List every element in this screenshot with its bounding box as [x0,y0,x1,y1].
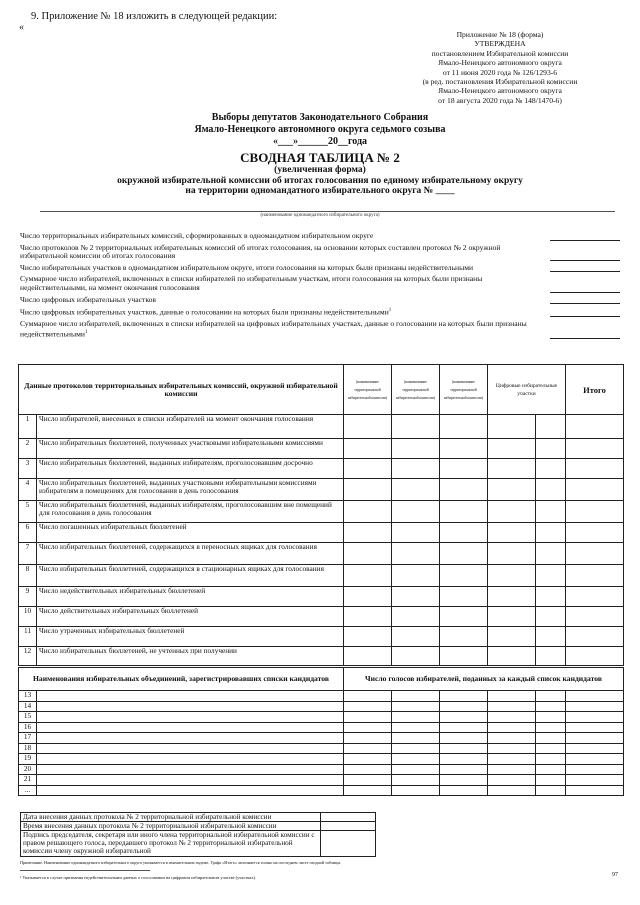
vote-cell[interactable] [488,691,536,702]
row-label: Число недействительных избирательных бюллетеней [37,587,344,607]
row-cell[interactable] [536,523,566,543]
party-row [19,785,624,796]
row-label: Число избирателей, внесенных в списки избирателей на момент окончания голосования [37,415,344,439]
transfer-row [21,831,376,857]
appendix-line: Ямало-Ненецкого автономного округа [438,86,562,96]
table-row [19,523,624,543]
vote-cell[interactable] [392,775,440,786]
row-number: 13 [19,691,37,702]
party-row [19,722,624,733]
stat-label: Число цифровых избирательных участков, данные о голосовании на которых были признаны недействительными [20,307,389,317]
appendix-line: УТВЕРЖДЕНА [474,39,526,49]
row-number: 19 [19,754,37,765]
vote-cell[interactable] [392,701,440,712]
vote-cell[interactable] [392,733,440,744]
party-name-cell[interactable] [37,754,344,765]
vote-total-cell[interactable] [566,764,624,775]
party-row [19,764,624,775]
vote-cell[interactable] [440,743,488,754]
election-title-line2: Ямало-Ненецкого автономного округа седьмого созыва [194,123,446,135]
row-label: Число утраченных избирательных бюллетеней [37,627,344,647]
row-cell[interactable] [344,415,392,439]
row-cell[interactable] [488,627,536,647]
stat-item [20,232,620,241]
row-cell[interactable] [440,459,488,479]
row-number: 11 [19,627,37,647]
subtitle: (увеличенная форма) [274,165,366,175]
row-total-cell[interactable] [566,415,624,439]
vote-cell[interactable] [536,691,566,702]
intro-line: 9. Приложение № 18 изложить в следующей редакции: [31,11,278,22]
row-cell[interactable] [392,565,440,587]
table-row [19,501,624,523]
row-cell[interactable] [440,501,488,523]
votes-header: Число голосов избирателей, поданных за каждый список кандидатов [344,667,624,691]
vote-cell[interactable] [536,764,566,775]
party-name-cell[interactable] [37,785,344,796]
row-cell[interactable] [536,415,566,439]
table-row [19,479,624,501]
stats-list [20,232,620,342]
party-name-cell[interactable] [37,712,344,723]
row-cell[interactable] [344,565,392,587]
vote-total-cell[interactable] [566,785,624,796]
transfer-value [321,822,376,831]
row-total-cell[interactable] [566,627,624,647]
party-name-cell[interactable] [37,733,344,744]
subtitle-commission: окружной избирательной комиссии об итогах голосования по единому избирательному округу [117,175,523,186]
party-name-cell[interactable] [37,701,344,712]
row-cell[interactable] [440,479,488,501]
table-row [19,459,624,479]
row-number: 12 [19,647,37,667]
stat-label: Суммарное число избирателей, включенных в списки избирателей на цифровых избирательных участках, данные о голосовании на которых были признаны недействительными [20,319,527,339]
row-cell[interactable] [392,587,440,607]
stat-blank [550,303,620,304]
vote-cell[interactable] [536,775,566,786]
vote-cell[interactable] [344,701,392,712]
election-title [0,112,640,135]
row-cell[interactable] [536,543,566,565]
vote-cell[interactable] [440,785,488,796]
row-number: 4 [19,479,37,501]
page-number: 97 [612,872,618,878]
row-total-cell[interactable] [566,501,624,523]
stat-item [20,244,620,261]
stat-item [20,307,620,317]
stat-blank [550,260,620,261]
row-number: 3 [19,459,37,479]
vote-cell[interactable] [344,733,392,744]
row-number: ... [19,785,37,796]
row-total-cell[interactable] [566,439,624,459]
stat-label: Суммарное число избирателей, включенных в списки избирателей по избирательным участкам, итоги голосования на которых были признаны недействительными, на момент окончания голосования [20,274,483,292]
transfer-table [20,812,376,857]
appendix-line: Приложение № 18 (форма) [456,30,544,39]
row-cell[interactable] [392,523,440,543]
table-row [19,565,624,587]
vote-cell[interactable] [344,775,392,786]
vote-cell[interactable] [536,743,566,754]
party-name-cell[interactable] [37,743,344,754]
stat-item [20,296,620,305]
stat-label: Число протоколов № 2 территориальных избирательных комиссий об итогах голосования, на основании которых составлен протокол № 2 окружной избирательной комиссии об итогах голосования [20,242,501,261]
vote-cell[interactable] [488,701,536,712]
transfer-label: Подпись председателя, секретаря или иного члена территориальной избирательной комиссии с правом решающего голоса, передавшего протокол № 2 территориальной избирательной комиссии члену окружной избирательной [21,831,321,857]
vote-total-cell[interactable] [566,733,624,744]
vote-cell[interactable] [392,764,440,775]
row-number: 20 [19,764,37,775]
party-row [19,733,624,744]
party-row [19,754,624,765]
transfer-label: Время внесения данных протокола № 2 территориальной избирательной комиссии [21,822,321,831]
vote-total-cell[interactable] [566,754,624,765]
vote-cell[interactable] [344,712,392,723]
row-cell[interactable] [488,523,536,543]
vote-cell[interactable] [440,691,488,702]
row-cell[interactable] [440,415,488,439]
vote-cell[interactable] [392,691,440,702]
row-cell[interactable] [344,587,392,607]
row-cell[interactable] [536,459,566,479]
stat-label: Число территориальных избирательных комиссий, сформированных в одномандатном избирательном округе [20,231,374,240]
district-name-line [40,211,615,212]
vote-cell[interactable] [488,712,536,723]
row-label: Число погашенных избирательных бюллетеней [37,523,344,543]
row-number: 7 [19,543,37,565]
vote-cell[interactable] [344,722,392,733]
table-row [19,627,624,647]
row-cell[interactable] [440,647,488,667]
row-label: Число избирательных бюллетеней, полученных участковыми избирательными комиссиями [37,439,344,459]
stat-blank [550,240,620,241]
row-cell[interactable] [488,565,536,587]
row-cell[interactable] [344,543,392,565]
vote-cell[interactable] [344,785,392,796]
appendix-line: Ямало-Ненецкого автономного округа [438,58,562,68]
row-cell[interactable] [344,459,392,479]
party-row [19,712,624,723]
vote-cell[interactable] [536,701,566,712]
row-cell[interactable] [344,439,392,459]
footnote-divider [20,870,150,871]
vote-cell[interactable] [488,785,536,796]
stat-item [20,275,620,292]
vote-cell[interactable] [392,754,440,765]
vote-cell[interactable] [440,712,488,723]
footnote: ¹ Указывается в случае признания недействительными данных о голосовании на цифровом избирательном участке (участках). [20,875,257,880]
tec-column-header: (наименование территориальной избирательной комиссии) [440,365,488,415]
vote-cell[interactable] [488,722,536,733]
vote-cell[interactable] [440,733,488,744]
parties-header-row [19,667,624,691]
row-cell[interactable] [488,439,536,459]
row-cell[interactable] [488,647,536,667]
row-cell[interactable] [392,627,440,647]
party-name-cell[interactable] [37,764,344,775]
row-total-cell[interactable] [566,523,624,543]
row-cell[interactable] [344,501,392,523]
row-cell[interactable] [488,543,536,565]
table-header-main: Данные протоколов территориальных избирательных комиссий, окружной избирательной комиссии [19,365,344,415]
row-cell[interactable] [392,543,440,565]
row-number: 15 [19,712,37,723]
row-number: 18 [19,743,37,754]
row-number: 10 [19,607,37,627]
vote-cell[interactable] [392,722,440,733]
row-cell[interactable] [392,459,440,479]
row-number: 9 [19,587,37,607]
transfer-value [321,813,376,822]
row-total-cell[interactable] [566,459,624,479]
party-row [19,701,624,712]
vote-cell[interactable] [344,754,392,765]
transfer-row [21,813,376,822]
row-cell[interactable] [392,607,440,627]
row-number: 2 [19,439,37,459]
parties-header: Наименования избирательных объединений, зарегистрировавших списки кандидатов [19,667,344,691]
stat-item [20,320,620,339]
row-total-cell[interactable] [566,543,624,565]
table-row [19,647,624,667]
table-row [19,439,624,459]
table-header-row [19,365,624,415]
footnote-ref: 1 [84,329,88,335]
digital-column-header: Цифровые избирательные участки [488,365,566,415]
row-cell[interactable] [488,587,536,607]
stat-blank [550,316,620,317]
subtitle-block [0,165,640,197]
row-cell[interactable] [536,479,566,501]
stat-blank [550,271,620,272]
footnote-ref: 1 [388,308,392,314]
row-cell[interactable] [440,439,488,459]
summary-table [18,364,624,796]
row-number: 17 [19,733,37,744]
party-row [19,775,624,786]
vote-total-cell[interactable] [566,775,624,786]
table-row [19,543,624,565]
vote-cell[interactable] [440,701,488,712]
vote-cell[interactable] [440,775,488,786]
date-line: «___»______20__года [272,136,368,147]
row-number: 14 [19,701,37,712]
table-row [19,587,624,607]
stat-label: Число цифровых избирательных участков [20,294,157,304]
vote-cell[interactable] [440,764,488,775]
row-cell[interactable] [344,523,392,543]
row-cell[interactable] [440,543,488,565]
row-cell[interactable] [344,627,392,647]
row-total-cell[interactable] [566,479,624,501]
row-cell[interactable] [392,439,440,459]
transfer-label: Дата внесения данных протокола № 2 территориальной избирательной комиссии [21,813,321,822]
row-cell[interactable] [344,647,392,667]
party-name-cell[interactable] [37,775,344,786]
vote-cell[interactable] [488,754,536,765]
tec-column-header: (наименование территориальной избирательной комиссии) [344,365,392,415]
vote-cell[interactable] [536,785,566,796]
transfer-row [21,822,376,831]
appendix-stamp [380,30,620,105]
row-number: 1 [19,415,37,439]
row-cell[interactable] [392,479,440,501]
stat-blank [550,292,620,293]
row-cell[interactable] [440,565,488,587]
vote-cell[interactable] [440,722,488,733]
vote-cell[interactable] [488,743,536,754]
vote-cell[interactable] [536,722,566,733]
district-caption: (наименование одномандатного избирательного округа) [260,213,380,218]
row-cell[interactable] [440,523,488,543]
row-cell[interactable] [536,439,566,459]
vote-cell[interactable] [392,712,440,723]
row-label: Число избирательных бюллетеней, содержащихся в стационарных ящиках для голосования [37,565,344,587]
row-number: 16 [19,722,37,733]
row-label: Число избирательных бюллетеней, выданных участковыми избирательными комиссиями избирателям в помещениях для голосования в день голосования [37,479,344,501]
appendix-line: от 11 июня 2020 года № 126/1293-6 [442,67,558,77]
vote-cell[interactable] [392,785,440,796]
row-cell[interactable] [536,647,566,667]
vote-cell[interactable] [536,712,566,723]
party-name-cell[interactable] [37,722,344,733]
row-label: Число избирательных бюллетеней, выданных избирателям, проголосовавшим досрочно [37,459,344,479]
page-title: СВОДНАЯ ТАБЛИЦА № 2 [240,150,400,165]
row-cell[interactable] [440,587,488,607]
row-number: 21 [19,775,37,786]
vote-cell[interactable] [488,764,536,775]
vote-cell[interactable] [536,733,566,744]
vote-cell[interactable] [344,743,392,754]
row-cell[interactable] [440,627,488,647]
open-quote: « [19,22,24,33]
row-cell[interactable] [440,607,488,627]
stat-blank [550,338,620,339]
row-number: 6 [19,523,37,543]
row-cell[interactable] [536,587,566,607]
row-cell[interactable] [536,607,566,627]
row-label: Число избирательных бюллетеней, выданных избирателям, проголосовавшим вне помещений для голосования в день голосования [37,501,344,523]
row-total-cell[interactable] [566,565,624,587]
party-name-cell[interactable] [37,691,344,702]
row-cell[interactable] [488,459,536,479]
vote-cell[interactable] [392,743,440,754]
row-label: Число избирательных бюллетеней, содержащихся в переносных ящиках для голосования [37,543,344,565]
row-total-cell[interactable] [566,587,624,607]
row-cell[interactable] [536,627,566,647]
vote-cell[interactable] [344,764,392,775]
row-cell[interactable] [392,501,440,523]
vote-total-cell[interactable] [566,691,624,702]
row-cell[interactable] [488,607,536,627]
vote-cell[interactable] [536,754,566,765]
row-number: 8 [19,565,37,587]
stat-item [20,264,620,273]
party-row [19,691,624,702]
row-cell[interactable] [344,479,392,501]
subtitle-district: на территории одномандатного избирательного округа № ____ [185,186,455,196]
table-row [19,607,624,627]
vote-cell[interactable] [488,775,536,786]
appendix-line: постановлением Избирательной комиссии [431,48,569,58]
vote-total-cell[interactable] [566,722,624,733]
table-row [19,415,624,439]
row-label: Число избирательных бюллетеней, не учтенных при получении [37,647,344,667]
row-cell[interactable] [536,565,566,587]
appendix-line: (в ред. постановления Избирательной комиссии [422,77,578,87]
vote-cell[interactable] [488,733,536,744]
vote-total-cell[interactable] [566,743,624,754]
row-cell[interactable] [392,647,440,667]
transfer-value [321,831,376,857]
row-cell[interactable] [488,479,536,501]
election-title-line1: Выборы депутатов Законодательного Собрания [211,112,429,123]
row-cell[interactable] [392,415,440,439]
vote-total-cell[interactable] [566,712,624,723]
row-cell[interactable] [488,501,536,523]
appendix-line: от 18 августа 2020 года № 148/1470-6) [438,95,562,105]
row-total-cell[interactable] [566,647,624,667]
stat-label: Число избирательных участков в одномандатном избирательном округе, итоги голосования на которых были признаны недействительными [20,262,474,272]
vote-total-cell[interactable] [566,701,624,712]
total-column-header: Итого [566,365,624,415]
row-cell[interactable] [344,607,392,627]
row-number: 5 [19,501,37,523]
row-label: Число действительных избирательных бюллетеней [37,607,344,627]
row-cell[interactable] [536,501,566,523]
note: Примечание. Наименование одномандатного избирательного округа указывается в именительном падеже. Графа «Итого» заполняется только на последнем листе сводной таблицы. [20,860,342,865]
vote-cell[interactable] [440,754,488,765]
tec-column-header: (наименование территориальной избирательной комиссии) [392,365,440,415]
vote-cell[interactable] [344,691,392,702]
party-row [19,743,624,754]
row-total-cell[interactable] [566,607,624,627]
row-cell[interactable] [488,415,536,439]
